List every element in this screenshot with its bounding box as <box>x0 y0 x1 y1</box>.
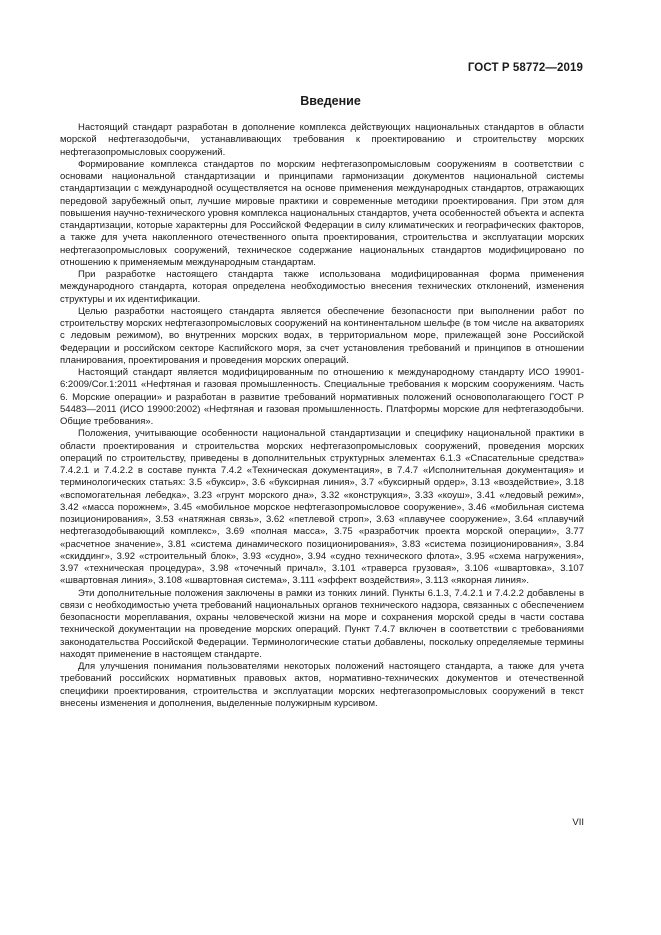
body-text <box>60 122 584 710</box>
paragraph: При разработке настоящего стандарта также использована модифицированная форма применения международного стандарта, которая определена необходимостью внесения технических отклонений, изменения структуры и их идентификации. <box>60 269 584 305</box>
paragraph: Положения, учитывающие особенности национальной стандартизации и специфику национальной практики в области проектирования и строительства морских нефтегазопромысловых сооружений, проведения морских операций по строительству, приведены в дополнительных структурных элементах 6.1.3 «Спасательные средства» 7.4.2.1 и 7.4.2.2 в составе пункта 7.4.2 «Техническая документация», в 7.4.7 «Исполнительная документация» и терминологических статьях: 3.5 «буксир», 3.6 «буксирная линия», 3.7 «буксирный ордер», 3.13 «воздействие», 3.18 «вспомогательная лебедка», 3.23 «грунт морского дна», 3.32 «конструкция», 3.33 «коуш», 3.41 «ледовый режим», 3.42 «масса порожнем», 3.45 «мобильное морское нефтегазопромысловое сооружение», 3.46 «мобильная система позиционирования», 3.53 «натяжная связь», 3.62 «петлевой строп», 3.63 «плавучее сооружение», 3.64 «плавучий нефтегазодобывающий комплекс», 3.69 «полная масса», 3.75 «разработчик проекта морской операции», 3.77 «расчетное значение», 3.81 «система динамического позиционирования», 3.83 «система позиционирования», 3.84 «скиддинг», 3.92 «строительный блок», 3.93 «судно», 3.94 «судно технического флота», 3.95 «схема нагружения», 3.97 «техническая процедура», 3.98 «точечный причал», 3.101 «траверса грузовая», 3.106 «швартовка», 3.107 «швартовная линия», 3.108 «швартовная система», 3.111 «эффект воздействия», 3.113 «якорная линия». <box>60 428 584 587</box>
paragraph: Настоящий стандарт является модифицированным по отношению к международному стандарту ИСО 19901-6:2009/Cor.1:2011 «Нефтяная и газовая промышленность. Специальные требования к морским сооружениям. Часть 6. Морские операции» и разработан в развитие требований нормативных положений основополагающего ГОСТ Р 54483—2011 (ИСО 19900:2002) «Нефтяная и газовая промышленность. Платформы морские для нефтегазодобычи. Общие требования». <box>60 367 584 427</box>
section-title: Введение <box>300 94 361 108</box>
paragraph: Настоящий стандарт разработан в дополнение комплекса действующих национальных стандартов в области морской нефтегазодобычи, устанавливающих требования к проектированию и строительству морских нефтегазопромысловых сооружений. <box>60 122 584 158</box>
paragraph: Формирование комплекса стандартов по морским нефтегазопромысловым сооружениям в соответствии с основами национальной стандартизации и принципами гармонизации документов национальной системы стандартизации с международной осуществляется на основе применения международных стандартов, отражающих передовой зарубежный опыт, лучшие мировые практики и современные методики проектирования. При этом для повышения научно-технического уровня комплекса национальных стандартов, учета особенностей объекта и аспекта стандартизации, которые характерны для Российской Федерации в силу климатических и географических факторов, а также для учета накопленного отечественного опыта проектирования, строительства и эксплуатации морских нефтегазопромысловых сооружений, техническое содержание национальных стандартов модифицировано по отношению к применяемым международным стандартам. <box>60 158 584 268</box>
page-number: VII <box>572 817 584 828</box>
paragraph: Эти дополнительные положения заключены в рамки из тонких линий. Пункты 6.1.3, 7.4.2.1 и 7.4.2.2 добавлены в связи с необходимостью учета требований национальных органов технического надзора, связанных с обеспечением безопасности мореплавания, охраны человеческой жизни на море и сохранения морской среды в части состава технической документации на проведение морских операций. Пункт 7.4.7 включен в соответствии с требованиями законодательства Российской Федерации. Терминологические статьи добавлены, поскольку определяемые термины находят применение в настоящем стандарте. <box>60 587 584 660</box>
paragraph: Для улучшения понимания пользователями некоторых положений настоящего стандарта, а также для учета требований российских нормативных правовых актов, нормативно-технических документов и отечественной специфики проектирования, строительства и эксплуатации морских нефтегазопромысловых сооружений в текст внесены изменения и дополнения, выделенные полужирным курсивом. <box>60 661 584 709</box>
paragraph: Целью разработки настоящего стандарта является обеспечение безопасности при выполнении работ по строительству морских нефтегазопромысловых сооружений на континентальном шельфе (в том числе на акваториях с ледовым режимом), во внутренних морских водах, в территориальном море, прилежащей зоне Российской Федерации и российском секторе Каспийского моря, за счет установления требований и принципов в отношении планирования, проектирования и проведения морских операций. <box>60 305 584 366</box>
standard-code: ГОСТ Р 58772—2019 <box>467 62 583 74</box>
